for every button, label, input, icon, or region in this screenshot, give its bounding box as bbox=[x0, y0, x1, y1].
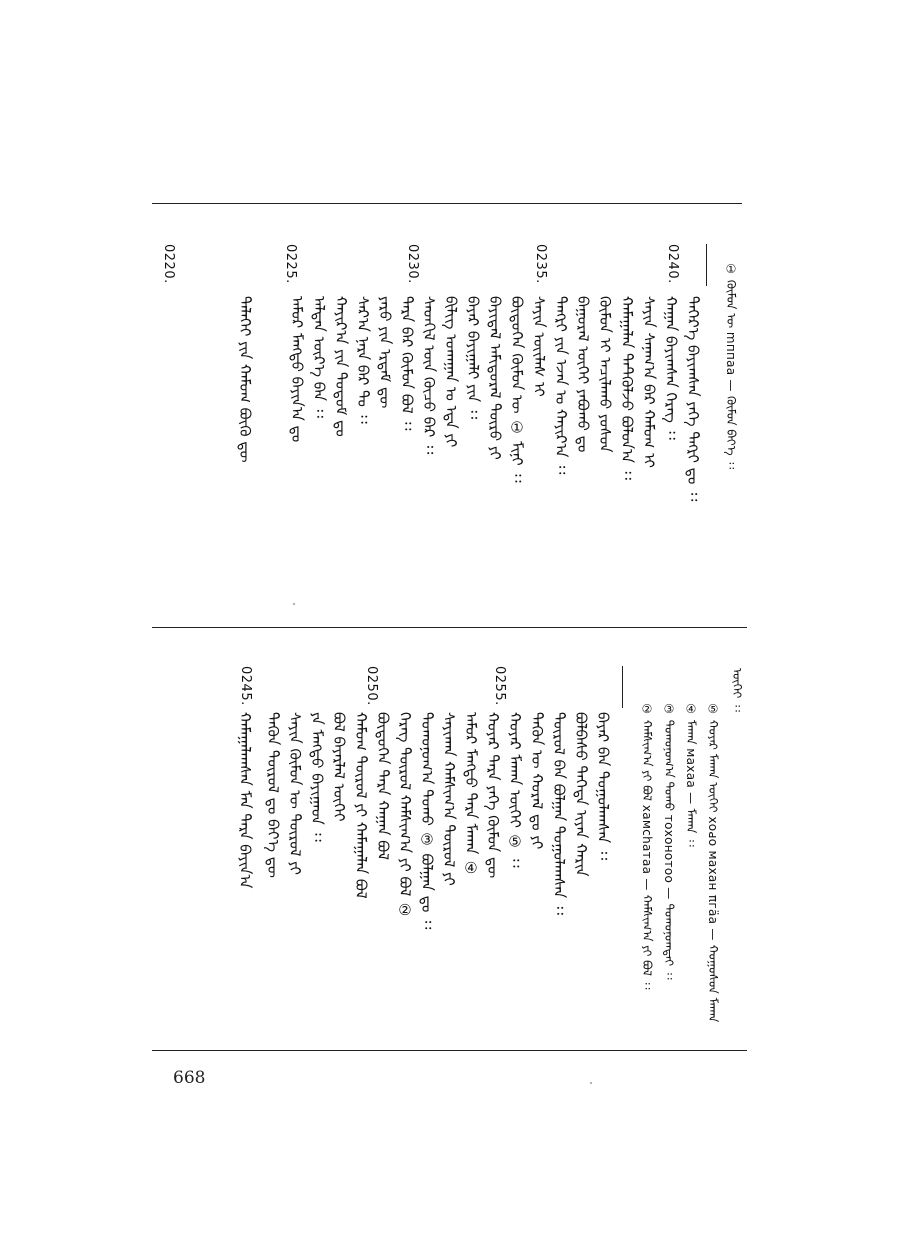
text-line: ᠪᠣᠯ ᠪᠠᠶᠠᠷᠯᠠᠯ ᠦᠭᠡᠢ bbox=[330, 712, 348, 822]
text-line: ᠪᠣᠯᠪᠠᠰᠤ ᠲᠡᠭᠡᠳᠡ ᠢᠶᠡᠨ ᠬᠠᠷᠢᠨ bbox=[572, 712, 590, 877]
upper-footnote: ① ᠬᠦᠮᠦᠨ ᠦ mппаа — ᠬᠦᠮᠦᠨ ᠪᠡᠶ᠎ᠡ ᠄᠄ bbox=[724, 262, 738, 470]
text-line: ᠰᠠᠶᠢᠨ ᠰᠠᠨᠠᠭ᠎ᠠ ᠪᠡᠷ ᠬᠠᠮᠤᠭ ᠢ bbox=[640, 296, 658, 468]
text-line: ᠬᠠᠮᠠᠭᠠᠯᠠᠭᠰᠠᠨ ᠮᠠᠨ ᠲᠡᠷᠡ ᠪᠠᠶᠢᠨ᠎ᠠ bbox=[236, 712, 254, 889]
line-number: 0245. bbox=[238, 666, 253, 706]
text-line: ᠶᠡᠷᠦ ᠶᠢᠨ ᠡᠷᠳᠡᠮ ᠳᠦ bbox=[376, 296, 394, 409]
text-line: ᠬᠠᠶᠢᠷ᠎ᠠ ᠶᠢᠨ ᠳᠤᠲᠤᠮ ᠳᠤ bbox=[332, 296, 350, 437]
text-line: ᠬᠡᠷᠡᠭ ᠲᠦᠷᠦᠯ ᠬᠠᠮᠰᠢᠭ᠎ᠠ ᠶᠢ ᠪᠣᠯ ② bbox=[396, 712, 414, 919]
top-rule bbox=[152, 203, 742, 204]
footnote-separator-upper bbox=[706, 244, 707, 286]
text-line: ᠪᠦᠲᠦᠭᠡᠨ ᠬᠦᠮᠦᠨ ᠦ ① ᠮᠢᠨᠢ ᠄᠄ bbox=[508, 296, 526, 483]
text-line: ᠲᠦᠷᠦᠯ ᠪᠠᠨ ᠪᠣᠯᠭᠠᠨ ᠳᠤᠭᠤᠯᠠᠭᠰᠠᠨ ᠄᠄ bbox=[550, 712, 568, 915]
text-line: ᠪᠠᠶᠢᠳᠠᠯ ᠠᠮᠢᠳᠤᠷᠠᠯ ᠲᠦᠷᠦ ᠶᠢ bbox=[486, 296, 504, 460]
text-line: ᠬᠣᠶᠠᠷ ᠲᠡᠷᠡ ᠶᠡᠬᠡ ᠬᠦᠮᠦᠨ ᠳᠦ bbox=[484, 712, 502, 879]
text-line: ᠪᠢᠯᠢᠭ ᠤᠬᠠᠭᠠᠨ ᠤ ᠡᠳᠡ ᠶᠢ bbox=[442, 296, 460, 448]
text-line: ᠰᠠᠶᠢᠨ ᠬᠦᠮᠦᠨ ᠦ ᠲᠦᠷᠦᠯ ᠶᠢ bbox=[286, 712, 304, 875]
text-line: ᠳᠡᠭᠡᠷ᠎ᠡ ᠪᠠᠶᠢᠭᠰᠠᠨ ᠶᠡᠬᠡ ᠲᠩᠷᠢ ᠳᠤ ᠄᠄ bbox=[684, 296, 702, 502]
text-line: ᠰᠠᠶᠢᠬᠠᠨ ᠬᠠᠮᠰᠢᠭ᠎ᠠ ᠲᠦᠷᠦᠯ ᠶᠢ bbox=[440, 712, 458, 886]
text-line: ᠪᠠᠶᠠᠷ ᠪᠠᠶᠢᠭᠠᠯᠢ ᠶᠢᠨ ᠄᠄ bbox=[464, 296, 482, 420]
line-number: 0230. bbox=[405, 244, 420, 284]
text-line: ᠬᠣᠶᠠᠷ ᠮᠠᠬᠠᠨ ᠦᠭᠡᠢ ⑤ ᠄᠄ bbox=[506, 712, 524, 868]
line-number: 0235. bbox=[533, 244, 548, 284]
text-line: ᠪᠠᠭᠤᠷᠠᠯ ᠦᠭᠡᠢ ᠶᠠᠪᠤᠬᠤ ᠳᠤ bbox=[574, 296, 592, 453]
text-line: ᠲᠡᠭᠦᠨ ᠦ ᠬᠤᠷᠠᠯ ᠳᠤ ᠶᠢ bbox=[528, 712, 546, 850]
text-line: ᠪᠦᠲᠦᠭᠡᠨ ᠲᠡᠷᠡ ᠬᠠᠭᠠᠨ ᠪᠣᠯ bbox=[374, 712, 392, 860]
lower-footnote: ② ᠬᠠᠮᠰᠢᠭ᠎ᠠ ᠶᠢ ᠪᠣᠯ хамсһатаа — ᠬᠠᠮᠰᠢᠭ᠎ᠠ ᠶᠢ ᠪᠣᠯ ᠄᠄ bbox=[640, 702, 654, 990]
line-number: 0250. bbox=[364, 666, 379, 706]
scan-speck bbox=[590, 1082, 592, 1084]
line-number: 0240. bbox=[665, 244, 680, 284]
line-number: 0225. bbox=[283, 244, 298, 284]
text-line: ᠠᠯᠲᠠᠨ ᠦᠷ᠎ᠡ ᠪᠡᠨ ᠄᠄ bbox=[310, 296, 328, 418]
text-line: ᠲᠡᠷᠡ ᠪᠡᠷ ᠬᠦᠮᠦᠨ ᠪᠣᠯ ᠄᠄ bbox=[398, 296, 416, 431]
lower-footnote: ⑤ ᠬᠣᠶᠠᠷ ᠮᠠᠬᠠᠨ ᠦᠭᠡᠢ хоԁо махан πгӓа — ᠬᠣᠭᠤᠰᠣᠨ ᠮᠠᠬᠠᠨ bbox=[706, 702, 720, 1023]
text-line: ᠬᠠᠮᠠᠭᠠᠯᠠᠨ ᠲᠡᠲᠭᠦᠯᠵᠦ ᠪᠣᠯᠤᠨ᠎ᠠ ᠄᠄ bbox=[618, 296, 636, 480]
carried-word: ᠦᠭᠡᠢ ᠄᠄ bbox=[730, 668, 744, 712]
text-line: ᠬᠠᠮᠤᠭ ᠲᠦᠷᠦᠯ ᠶᠢ ᠬᠠᠮᠠᠭᠠᠯᠠᠨ ᠪᠣᠯ bbox=[352, 712, 370, 899]
middle-rule bbox=[152, 627, 747, 628]
line-number: 0220. bbox=[161, 244, 176, 284]
text-line: ᠬᠠᠭᠠᠨ ᠪᠠᠶᠢᠭᠰᠠᠨ ᠬᠡᠷᠡᠭ ᠄᠄ bbox=[662, 296, 680, 440]
bottom-rule bbox=[152, 1050, 747, 1051]
text-line: ᠲᠡᠭᠦᠨ ᠲᠦᠷᠦᠯ ᠳᠤ ᠪᠡᠶ᠎ᠡ ᠳᠦ bbox=[264, 712, 282, 878]
text-line: ᠰᠠᠷ᠎ᠠ ᠨᠠᠷᠠ ᠪᠡᠷ ᠲᠤ ᠄᠄ bbox=[354, 296, 372, 424]
footnote-separator-lower bbox=[622, 666, 623, 708]
text-line: ᠪᠠᠶᠠᠷ ᠪᠠᠨ ᠳᠤᠭᠤᠯᠠᠭᠰᠠᠨ ᠄᠄ bbox=[594, 712, 612, 861]
text-line: ᠰᠠᠶᠢᠨ ᠦᠢᠯᠡᠰ ᠢ bbox=[530, 296, 548, 397]
page-number: 668 bbox=[173, 1068, 206, 1088]
lower-footnote: ③ ᠲᠣᠬᠣᠨᠣᠭ᠎ᠠ ᠲᠣᠬᠣ тохонотоо — ᠲᠣᠬᠣᠨᠣᠭᠲᠠᠢ ᠄᠄ bbox=[662, 702, 676, 980]
text-line: ᠠᠮᠤᠷ ᠮᠡᠩᠳᠦ ᠲᠡᠷᠡ ᠮᠠᠬᠠᠨ ④ bbox=[462, 712, 480, 878]
text-line: ᠲᠣᠬᠣᠨᠣᠭ᠎ᠠ ᠲᠣᠬᠣ ③ ᠪᠣᠯᠭᠠᠨ ᠳᠤ ᠄᠄ bbox=[418, 712, 436, 930]
lower-footnote: ④ ᠮᠠᠬᠠᠨ махаа — ᠮᠠᠬᠠᠨ ᠄᠄ bbox=[684, 702, 698, 847]
text-line: ᠬᠦᠮᠦᠨ ᠢ ᠠᠴᠢᠯᠠᠬᠤ ᠶᠣᠰᠣᠨ bbox=[596, 296, 614, 453]
line-number: 0255. bbox=[492, 666, 507, 706]
text-line: ᠶᠠ ᠮᠡᠩᠳᠦ ᠪᠠᠶᠢᠭᠠᠳ ᠄᠄ bbox=[308, 712, 326, 842]
text-line: ᠠᠮᠤᠷ ᠮᠡᠩᠳᠦ ᠪᠠᠶᠢᠨ᠎ᠠ ᠳᠤ bbox=[288, 296, 306, 443]
scan-speck bbox=[293, 603, 295, 605]
text-line: ᠲᠡᠩᠷᠢ ᠶᠢᠨ ᠡᠵᠡᠨ ᠤ ᠬᠠᠶᠢᠷ᠎ᠠ ᠄᠄ bbox=[552, 296, 570, 475]
text-line: ᠰᠡᠳᠬᠢᠯ ᠦᠨ ᠬᠦᠴᠦ ᠪᠠᠷ ᠄᠄ bbox=[420, 296, 438, 455]
text-line: ᠳᠡᠯᠡᠬᠡᠢ ᠶᠢᠨ ᠬᠠᠮᠤᠭ ᠪᠦᠬᠦ ᠳᠦ bbox=[236, 296, 254, 463]
